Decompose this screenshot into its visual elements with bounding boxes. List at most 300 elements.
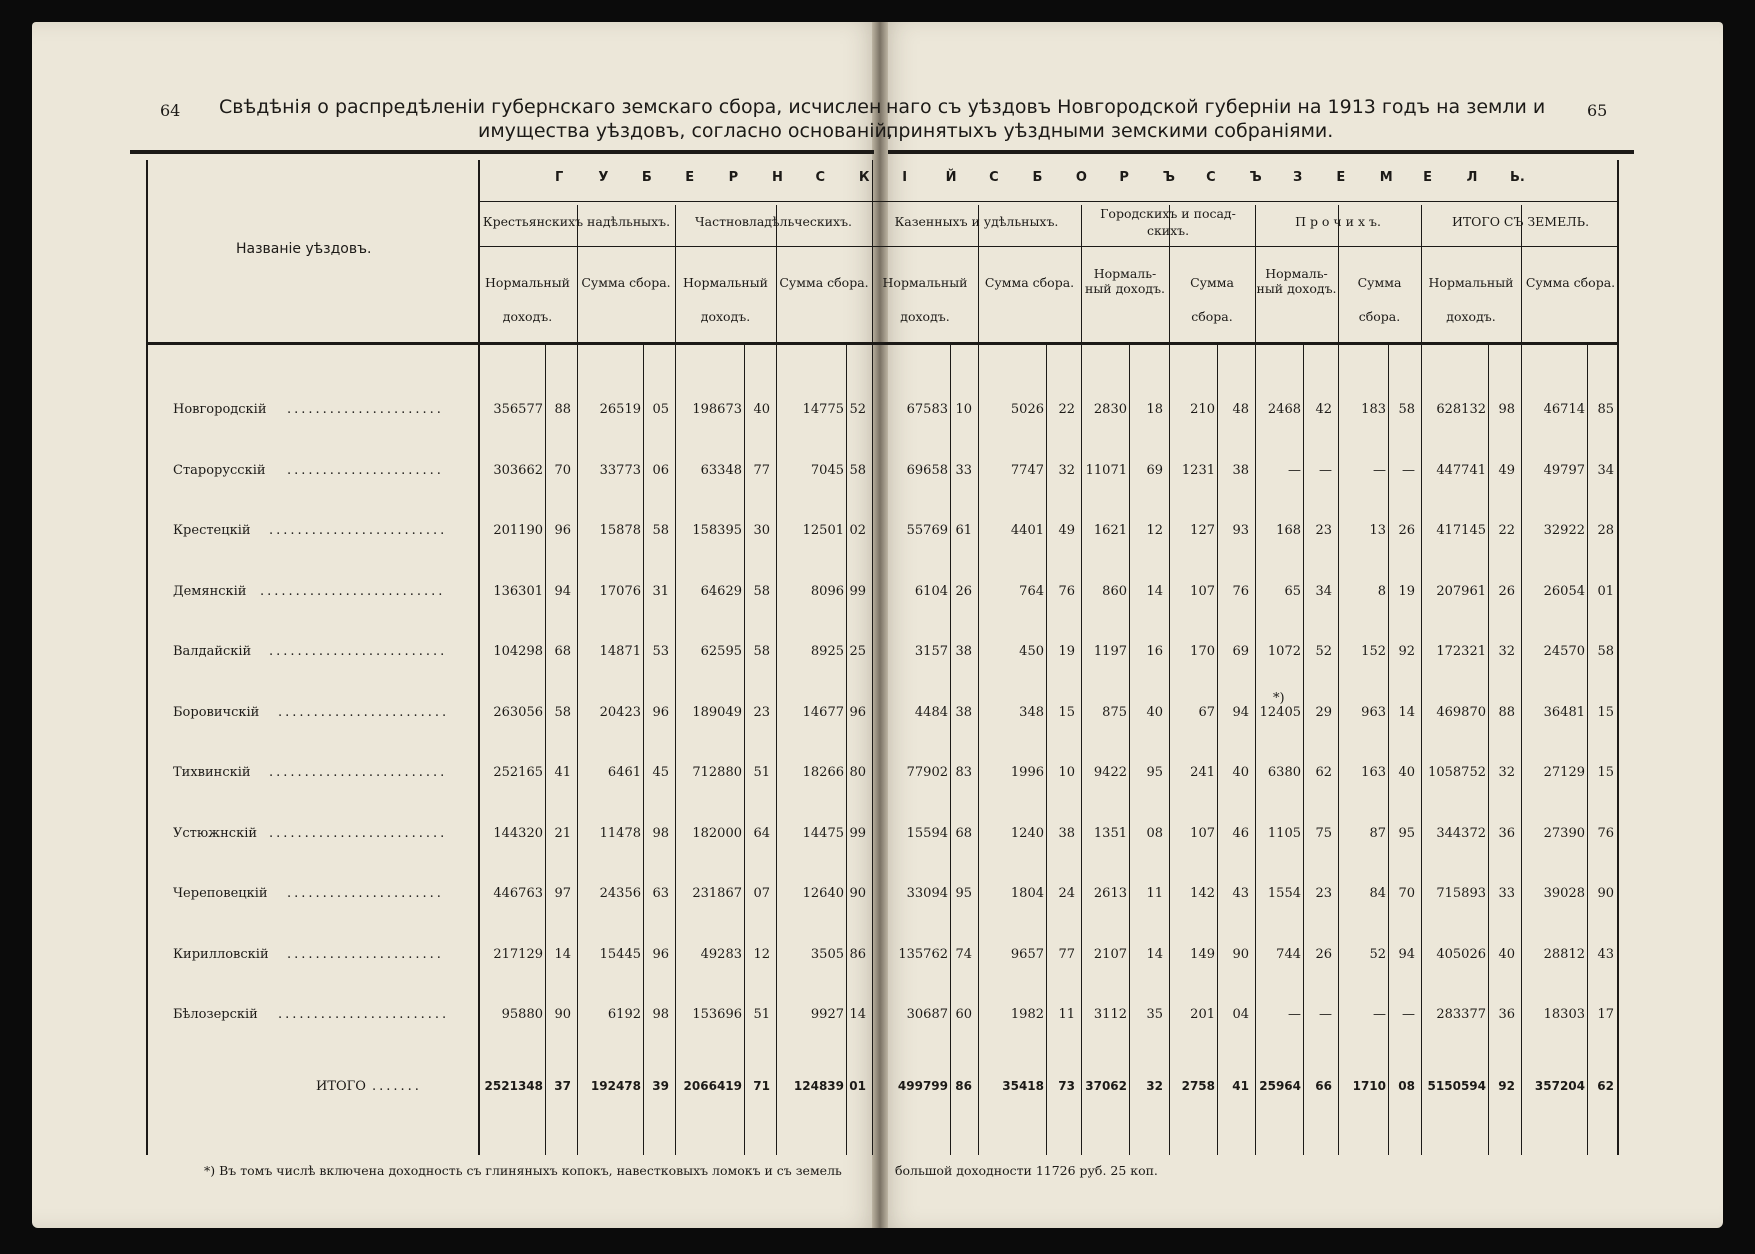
kopecks-cell: — — [1319, 1007, 1332, 1022]
norm-income-header: Нормальный доходъ. — [485, 275, 570, 324]
rubles-cell: 1197 — [1093, 644, 1127, 659]
kopecks-cell: 21 — [554, 825, 571, 841]
kopecks-cell: 25 — [849, 644, 866, 659]
rubles-cell: 963 — [1361, 704, 1386, 720]
rubles-cell: 1351 — [1093, 825, 1127, 841]
kopecks-cell: 94 — [1398, 946, 1415, 962]
rubles-cell: 77902 — [906, 765, 948, 780]
kopecks-cell: 58 — [554, 704, 571, 720]
body-top-rule — [146, 342, 1618, 345]
rubles-cell: 9927 — [810, 1007, 844, 1022]
levy-sum-header: Сумма сбора. — [779, 275, 869, 290]
rubles-cell: 55769 — [906, 523, 948, 538]
kopecks-cell: 32 — [1146, 1079, 1163, 1093]
kopecks-cell: 45 — [652, 765, 669, 780]
rubles-cell: 24356 — [599, 886, 641, 901]
kopecks-cell: 64 — [753, 825, 770, 841]
rubles-cell: 168 — [1276, 523, 1301, 538]
footnote-right: большой доходности 11726 руб. 25 коп. — [895, 1163, 1158, 1178]
kopecks-cell: 97 — [554, 886, 571, 901]
rubles-cell: 136301 — [493, 583, 543, 599]
kopecks-cell: 06 — [652, 462, 669, 478]
category-rule — [478, 246, 1618, 247]
kopecks-cell: 29 — [1315, 704, 1332, 720]
group-letter: Ь. — [1510, 170, 1525, 185]
rubles-cell: — — [1288, 1007, 1301, 1022]
rubles-cell: 27129 — [1543, 765, 1585, 780]
kopecks-cell: 35 — [1146, 1007, 1163, 1022]
group-letter: Б — [641, 170, 652, 185]
kopecks-cell: 86 — [955, 1079, 972, 1093]
rubles-cell: 192478 — [590, 1079, 641, 1093]
norm-income-header: Нормаль-ный доходъ. — [1256, 266, 1337, 296]
kopecks-cell: 43 — [1597, 946, 1614, 962]
rubles-cell: 469870 — [1436, 704, 1486, 720]
rubles-cell: 3112 — [1093, 1007, 1127, 1022]
rubles-cell: 348 — [1019, 704, 1044, 720]
kopecks-cell: 14 — [554, 946, 571, 962]
rubles-cell: 6104 — [914, 583, 948, 599]
rubles-cell: 217129 — [493, 946, 543, 962]
rubles-cell: 107 — [1190, 583, 1215, 599]
rubles-cell: 2830 — [1093, 402, 1127, 417]
rubles-cell: 6461 — [607, 765, 641, 780]
rubles-cell: 241 — [1190, 765, 1215, 780]
leader-dots: ......................... — [269, 765, 448, 780]
top-rule-right — [888, 150, 1634, 154]
group-letter: Й — [945, 170, 957, 185]
kopecks-cell: 92 — [1398, 644, 1415, 659]
kopecks-cell: 96 — [652, 946, 669, 962]
rubles-cell: 33773 — [599, 462, 641, 478]
rubles-cell: — — [1373, 462, 1386, 478]
rubles-cell: 210 — [1190, 402, 1215, 417]
rubles-cell: 303662 — [493, 462, 543, 478]
rubles-cell: 135762 — [898, 946, 948, 962]
rubles-cell: 1804 — [1010, 886, 1044, 901]
rubles-cell: 17076 — [599, 583, 641, 599]
kopecks-cell: 08 — [1398, 1079, 1415, 1093]
group-letter: Н — [772, 170, 783, 185]
kopecks-cell: 70 — [1398, 886, 1415, 901]
kopecks-cell: 96 — [652, 704, 669, 720]
rubles-cell: 142 — [1190, 886, 1215, 901]
kopecks-cell: 10 — [955, 402, 972, 417]
rubles-cell: 25964 — [1259, 1079, 1301, 1093]
title-line2-left: имущества уѣздовъ, согласно основаній, — [478, 120, 893, 142]
rubles-cell: 356577 — [493, 402, 543, 417]
rubles-cell: 63348 — [700, 462, 742, 478]
kopecks-cell: 88 — [554, 402, 571, 417]
leader-dots: ......................... — [269, 644, 448, 659]
kopecks-cell: 60 — [955, 1007, 972, 1022]
kopecks-cell: 15 — [1597, 765, 1614, 780]
leader-dots: ...................... — [287, 946, 444, 962]
top-rule-left — [130, 150, 874, 154]
rubles-cell: 12405 — [1259, 704, 1301, 720]
group-letter: Г — [555, 170, 564, 185]
kopecks-cell: 92 — [1498, 1079, 1515, 1093]
rubles-cell: 5150594 — [1427, 1079, 1486, 1093]
rubles-cell: 18303 — [1543, 1007, 1585, 1022]
kopecks-cell: 83 — [955, 765, 972, 780]
district-column-header: Названіе уѣздовъ. — [236, 241, 372, 257]
rubles-cell: 183 — [1361, 402, 1386, 417]
rubles-cell: 182000 — [692, 825, 742, 841]
book-gutter — [872, 22, 888, 1228]
rubles-cell: 1105 — [1267, 825, 1301, 841]
leader-dots: ......................... — [269, 523, 448, 538]
kopecks-cell: 94 — [554, 583, 571, 599]
rubles-cell: 2758 — [1181, 1079, 1215, 1093]
group-letter: Б — [1032, 170, 1043, 185]
rubles-cell: 357204 — [1534, 1079, 1585, 1093]
kopecks-cell: 68 — [554, 644, 571, 659]
levy-sum-header: Сумма сбора. — [1357, 275, 1402, 324]
kopecks-cell: 11 — [1146, 886, 1163, 901]
kopecks-cell: — — [1402, 462, 1415, 478]
group-letter: Е — [1423, 170, 1433, 185]
kopecks-cell: 41 — [1232, 1079, 1249, 1093]
kopecks-cell: 90 — [849, 886, 866, 901]
rubles-cell: 124839 — [793, 1079, 844, 1093]
rubles-cell: 1058752 — [1428, 765, 1486, 780]
rubles-cell: 8096 — [810, 583, 844, 599]
rubles-cell: 344372 — [1436, 825, 1486, 841]
kopecks-cell: 14 — [1146, 583, 1163, 599]
leader-dots: ...................... — [287, 886, 444, 901]
footnote-left: *) Въ томъ числѣ включена доходность съ глиняныхъ копокъ, навестковыхъ ломокъ и съ земель — [204, 1163, 842, 1178]
kopecks-cell: 76 — [1058, 583, 1075, 599]
page-number-right: 65 — [1587, 101, 1608, 120]
kopecks-cell: 32 — [1498, 765, 1515, 780]
kopecks-cell: 28 — [1597, 523, 1614, 538]
rubles-cell: 744 — [1276, 946, 1301, 962]
rubles-cell: 9422 — [1093, 765, 1127, 780]
kopecks-cell: 49 — [1058, 523, 1075, 538]
rubles-cell: 24570 — [1543, 644, 1585, 659]
kopecks-cell: 99 — [849, 825, 866, 841]
rubles-cell: 14871 — [599, 644, 641, 659]
rubles-cell: 11478 — [599, 825, 641, 841]
district-name: Тихвинскій — [173, 765, 251, 780]
group-letter: Ъ — [1162, 170, 1175, 185]
rubles-cell: 712880 — [692, 765, 742, 780]
kopecks-cell: 37 — [554, 1079, 571, 1093]
levy-sum-header: Сумма сбора. — [1190, 275, 1234, 324]
rubles-cell: 26054 — [1543, 583, 1585, 599]
rubles-cell: 7747 — [1010, 462, 1044, 478]
rubles-cell: 446763 — [493, 886, 543, 901]
kopecks-cell: 17 — [1597, 1007, 1614, 1022]
kopecks-cell: 61 — [955, 523, 972, 538]
rubles-cell: 107 — [1190, 825, 1215, 841]
rubles-cell: 15878 — [599, 523, 641, 538]
kopecks-cell: 68 — [955, 825, 972, 841]
kopecks-cell: 02 — [849, 523, 866, 538]
kopecks-cell: 69 — [1146, 462, 1163, 478]
kopecks-cell: 26 — [955, 583, 972, 599]
rubles-cell: 11071 — [1085, 462, 1127, 478]
kopecks-cell: 36 — [1498, 1007, 1515, 1022]
rubles-cell: 189049 — [692, 704, 742, 720]
rubles-cell: 7045 — [810, 462, 844, 478]
rubles-cell: 15594 — [906, 825, 948, 841]
kopecks-cell: 01 — [1597, 583, 1614, 599]
category-header: Крестьянскихъ надѣльныхъ. — [482, 214, 671, 229]
rubles-cell: 13 — [1369, 523, 1386, 538]
group-letter: З — [1292, 170, 1303, 185]
district-name: Устюжнскій — [173, 825, 258, 841]
rubles-cell: 198673 — [692, 402, 742, 417]
kopecks-cell: 51 — [753, 765, 770, 780]
kopecks-cell: 52 — [1315, 644, 1332, 659]
total-label: ИТОГО — [316, 1079, 366, 1094]
kopecks-cell: 58 — [1398, 402, 1415, 417]
rubles-cell: 144320 — [493, 825, 543, 841]
rubles-cell: 149 — [1190, 946, 1215, 962]
kopecks-cell: 46 — [1232, 825, 1249, 841]
rubles-cell: 67 — [1198, 704, 1215, 720]
rubles-cell: 283377 — [1436, 1007, 1486, 1022]
rubles-cell: 104298 — [493, 644, 543, 659]
kopecks-cell: 33 — [1498, 886, 1515, 901]
district-name: Череповецкій — [173, 886, 268, 901]
table-border-right — [1617, 160, 1619, 1155]
rubles-cell: 33094 — [906, 886, 948, 901]
kopecks-cell: 66 — [1315, 1079, 1332, 1093]
group-letter: Е — [1336, 170, 1346, 185]
right-page — [880, 22, 1723, 1228]
kopecks-cell: 58 — [1597, 644, 1614, 659]
kopecks-cell: 58 — [849, 462, 866, 478]
kopecks-cell: — — [1319, 462, 1332, 478]
kopecks-cell: 14 — [1146, 946, 1163, 962]
kopecks-cell: 95 — [1146, 765, 1163, 780]
group-letter: Р — [1119, 170, 1129, 185]
district-name: Валдайскій — [173, 644, 252, 659]
kopecks-cell: 69 — [1232, 644, 1249, 659]
kopecks-cell: 76 — [1597, 825, 1614, 841]
rubles-cell: 5026 — [1010, 402, 1044, 417]
district-name: Крестецкій — [173, 523, 251, 538]
rubles-cell: 263056 — [493, 704, 543, 720]
kopecks-cell: 74 — [955, 946, 972, 962]
kopecks-cell: 23 — [1315, 886, 1332, 901]
rubles-cell: 14677 — [802, 704, 844, 720]
leader-dots: .......................... — [260, 583, 446, 599]
kopecks-cell: 12 — [1146, 523, 1163, 538]
category-header: П р о ч и х ъ. — [1295, 214, 1381, 229]
rubles-cell: 3505 — [810, 946, 844, 962]
kopecks-cell: 96 — [849, 704, 866, 720]
rubles-cell: 447741 — [1436, 462, 1486, 478]
title-line1-right: наго съ уѣздовъ Новгородской губерніи на 1913 годъ на земли и — [886, 96, 1546, 118]
header-rule — [478, 201, 1618, 202]
kopecks-cell: 43 — [1232, 886, 1249, 901]
leader-dots: ...................... — [287, 462, 444, 478]
rubles-cell: 153696 — [692, 1007, 742, 1022]
kopecks-cell: 96 — [554, 523, 571, 538]
rubles-cell: 20423 — [599, 704, 641, 720]
kopecks-cell: 23 — [753, 704, 770, 720]
rubles-cell: 499799 — [897, 1079, 948, 1093]
kopecks-cell: — — [1402, 1007, 1415, 1022]
rubles-cell: 2066419 — [683, 1079, 742, 1093]
kopecks-cell: 93 — [1232, 523, 1249, 538]
rubles-cell: 628132 — [1436, 402, 1486, 417]
rubles-cell: 127 — [1190, 523, 1215, 538]
rubles-cell: 4484 — [914, 704, 948, 720]
kopecks-cell: 07 — [753, 886, 770, 901]
group-letter: С — [815, 170, 825, 185]
category-header: Городскихъ и посад-скихъ. — [1100, 206, 1236, 238]
leader-dots: ........................ — [278, 1007, 450, 1022]
rubles-cell: 152 — [1361, 644, 1386, 659]
kopecks-cell: 58 — [753, 583, 770, 599]
kopecks-cell: 16 — [1146, 644, 1163, 659]
rubles-cell: 30687 — [906, 1007, 948, 1022]
kopecks-cell: 90 — [1232, 946, 1249, 962]
rubles-cell: 35418 — [1002, 1079, 1044, 1093]
kopecks-cell: 98 — [652, 825, 669, 841]
kopecks-cell: 58 — [753, 644, 770, 659]
rubles-cell: 67583 — [906, 402, 948, 417]
rubles-cell: 1554 — [1267, 886, 1301, 901]
rubles-cell: 405026 — [1436, 946, 1486, 962]
kopecks-cell: 04 — [1232, 1007, 1249, 1022]
kopecks-cell: 58 — [652, 523, 669, 538]
kopecks-cell: 40 — [753, 402, 770, 417]
table-border-left — [146, 160, 148, 1155]
rubles-cell: 163 — [1361, 765, 1386, 780]
kopecks-cell: 88 — [1498, 704, 1515, 720]
group-letter: О — [1075, 170, 1087, 185]
kopecks-cell: 62 — [1315, 765, 1332, 780]
rubles-cell: 4401 — [1010, 523, 1044, 538]
kopecks-cell: 48 — [1232, 402, 1249, 417]
kopecks-cell: 52 — [849, 402, 866, 417]
group-letter: Л — [1466, 170, 1478, 185]
rubles-cell: 2468 — [1267, 402, 1301, 417]
district-name: Новгородскій — [173, 402, 267, 417]
kopecks-cell: 75 — [1315, 825, 1332, 841]
rubles-cell: 32922 — [1543, 523, 1585, 538]
group-letter: К — [858, 170, 870, 185]
rubles-cell: 14775 — [802, 402, 844, 417]
title-line2-right: принятыхъ уѣздными земскими собраніями. — [886, 120, 1334, 142]
levy-sum-header: Сумма сбора. — [984, 275, 1075, 290]
kopecks-cell: 62 — [1597, 1079, 1614, 1093]
rubles-cell: 1240 — [1010, 825, 1044, 841]
norm-income-header: Нормальный доходъ. — [882, 275, 968, 324]
kopecks-cell: 41 — [554, 765, 571, 780]
group-letter: С — [989, 170, 999, 185]
kopecks-cell: 32 — [1058, 462, 1075, 478]
kopecks-cell: 90 — [554, 1007, 571, 1022]
kopecks-cell: 34 — [1597, 462, 1614, 478]
kopecks-cell: 76 — [1232, 583, 1249, 599]
kopecks-cell: 80 — [849, 765, 866, 780]
kopecks-cell: 14 — [1398, 704, 1415, 720]
levy-sum-header: Сумма сбора. — [581, 275, 671, 290]
rubles-cell: 450 — [1019, 644, 1044, 659]
rubles-cell: 1072 — [1267, 644, 1301, 659]
page-number-left: 64 — [160, 101, 181, 120]
kopecks-cell: 34 — [1315, 583, 1332, 599]
kopecks-cell: 71 — [753, 1079, 770, 1093]
kopecks-cell: 95 — [955, 886, 972, 901]
title-line1-left: Свѣдѣнія о распредѣленіи губернскаго земскаго сбора, исчислен — [219, 96, 882, 118]
rubles-cell: 715893 — [1436, 886, 1486, 901]
rubles-cell: 14475 — [802, 825, 844, 841]
norm-income-header: Нормальный доходъ. — [683, 275, 768, 324]
rubles-cell: 1710 — [1352, 1079, 1386, 1093]
rubles-cell: 860 — [1102, 583, 1127, 599]
kopecks-cell: 51 — [753, 1007, 770, 1022]
rubles-cell: 201 — [1190, 1007, 1215, 1022]
kopecks-cell: 70 — [554, 462, 571, 478]
rubles-cell: 231867 — [692, 886, 742, 901]
kopecks-cell: 38 — [955, 704, 972, 720]
rubles-cell: 65 — [1284, 583, 1301, 599]
kopecks-cell: 49 — [1498, 462, 1515, 478]
kopecks-cell: 40 — [1398, 765, 1415, 780]
kopecks-cell: 77 — [1058, 946, 1075, 962]
rubles-cell: 64629 — [700, 583, 742, 599]
kopecks-cell: 22 — [1058, 402, 1075, 417]
rubles-cell: 37062 — [1085, 1079, 1127, 1093]
kopecks-cell: 98 — [652, 1007, 669, 1022]
kopecks-cell: 94 — [1232, 704, 1249, 720]
kopecks-cell: 05 — [652, 402, 669, 417]
district-name: Демянскій — [173, 583, 247, 599]
kopecks-cell: 38 — [1232, 462, 1249, 478]
category-header: ИТОГО СЪ ЗЕМЕЛЬ. — [1451, 214, 1590, 229]
rubles-cell: 6380 — [1267, 765, 1301, 780]
group-letter: С — [1206, 170, 1216, 185]
district-name: Кирилловскій — [173, 946, 269, 962]
district-name: Боровичскій — [173, 704, 260, 720]
kopecks-cell: 08 — [1146, 825, 1163, 841]
rubles-cell: 39028 — [1543, 886, 1585, 901]
rubles-cell: 87 — [1369, 825, 1386, 841]
kopecks-cell: 31 — [652, 583, 669, 599]
kopecks-cell: 42 — [1315, 402, 1332, 417]
leader-dots: ........................ — [278, 704, 450, 720]
kopecks-cell: 63 — [652, 886, 669, 901]
rubles-cell: 8 — [1377, 583, 1386, 599]
rubles-cell: 1996 — [1010, 765, 1044, 780]
kopecks-cell: 53 — [652, 644, 669, 659]
kopecks-cell: 95 — [1398, 825, 1415, 841]
kopecks-cell: 40 — [1146, 704, 1163, 720]
kopecks-cell: 32 — [1498, 644, 1515, 659]
category-header: Казенныхъ и удѣльныхъ. — [894, 214, 1059, 229]
rubles-cell: 84 — [1369, 886, 1386, 901]
rubles-cell: 2521348 — [484, 1079, 543, 1093]
rubles-cell: 28812 — [1543, 946, 1585, 962]
rubles-cell: 52 — [1369, 946, 1386, 962]
leader-dots: ....... — [372, 1079, 422, 1094]
rubles-cell: 1621 — [1093, 523, 1127, 538]
kopecks-cell: 18 — [1146, 402, 1163, 417]
kopecks-cell: 26 — [1498, 583, 1515, 599]
district-name: Старорусскій — [173, 462, 266, 478]
rubles-cell: 46714 — [1543, 402, 1585, 417]
group-letter: Р — [728, 170, 739, 185]
group-letter: М — [1379, 170, 1393, 185]
